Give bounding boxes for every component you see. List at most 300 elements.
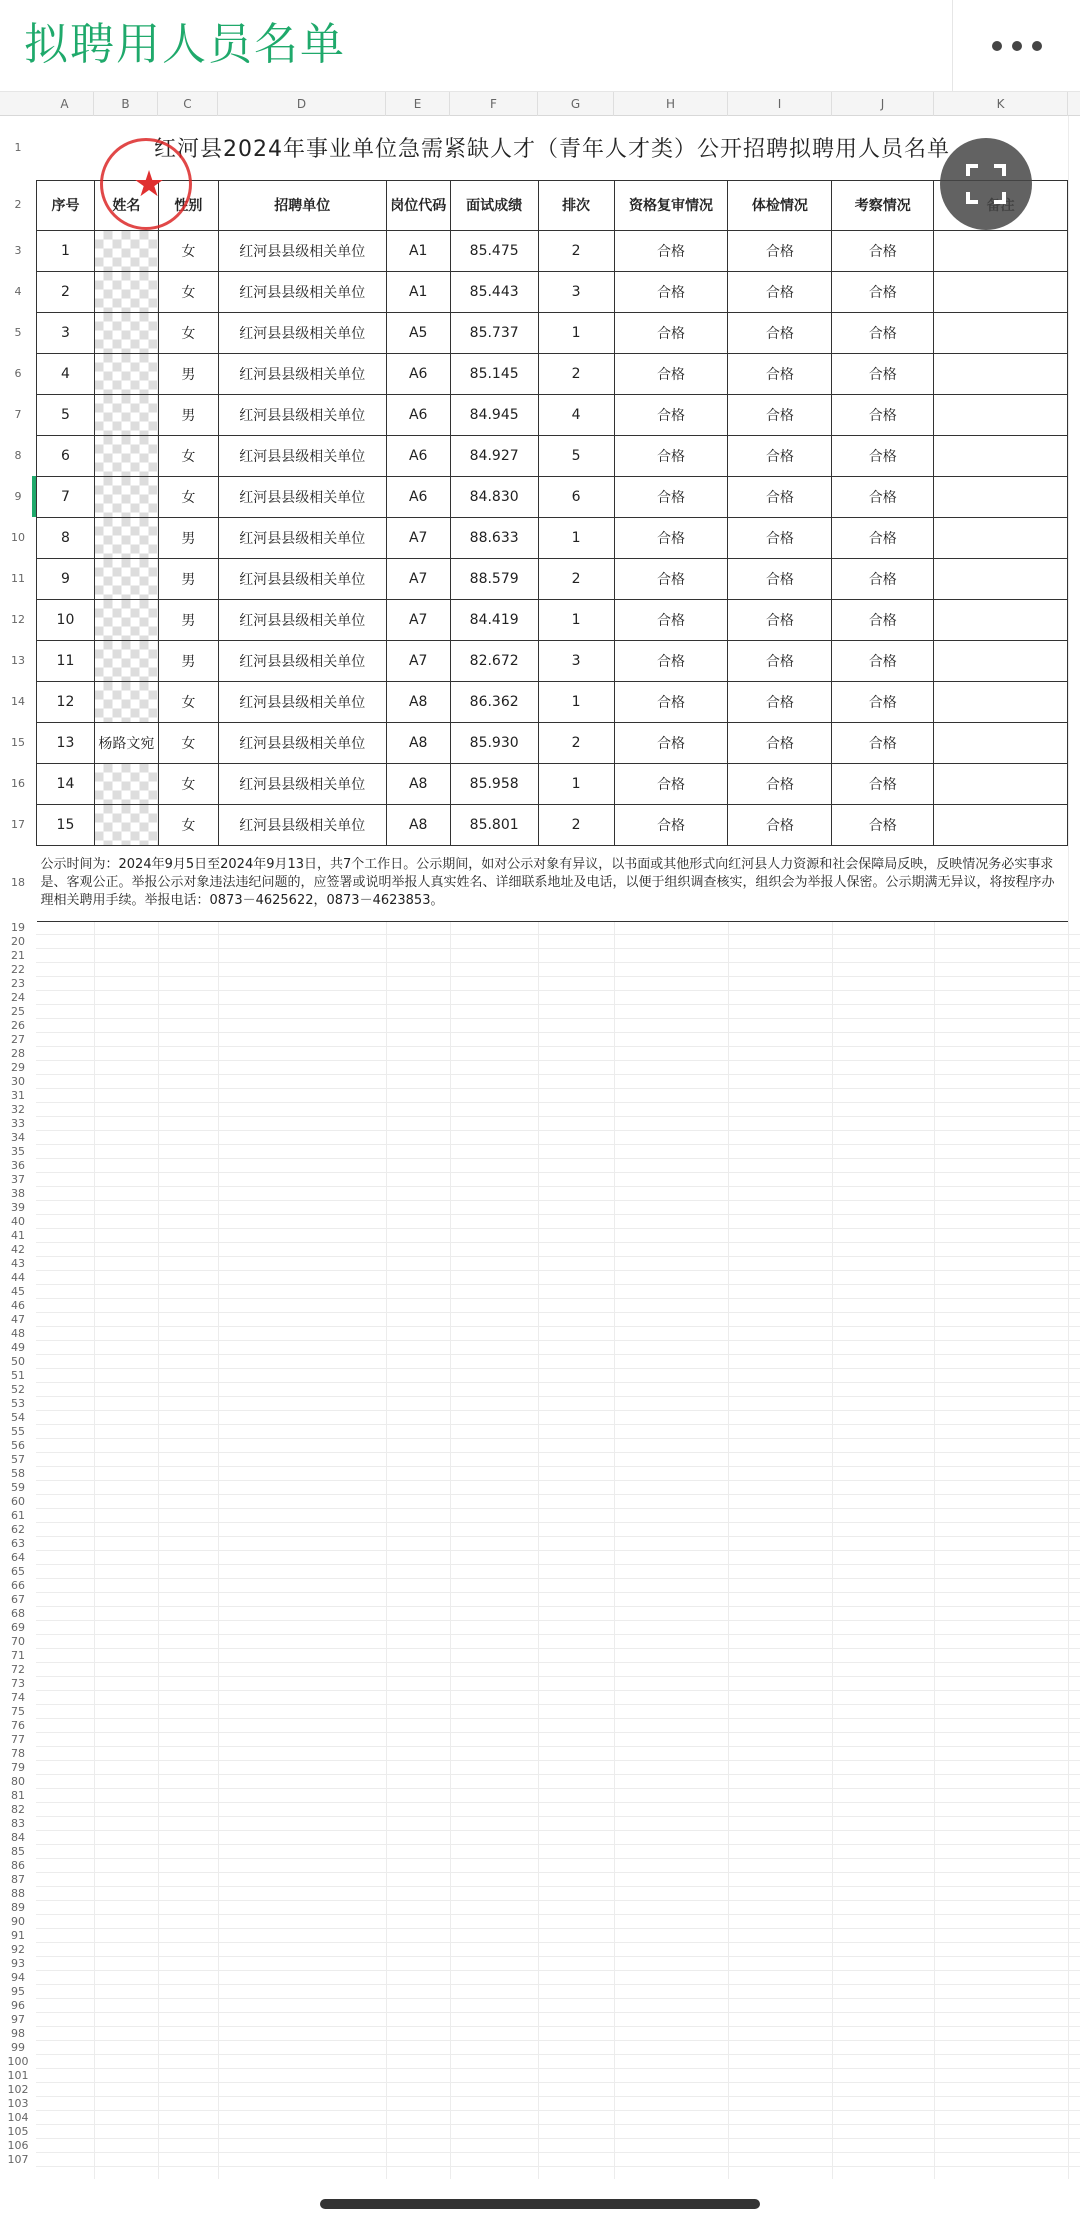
row-number[interactable]: 53 [11,1397,25,1410]
table-cell[interactable]: 红河县县级相关单位 [218,599,386,640]
row-number[interactable]: 70 [11,1635,25,1648]
table-cell[interactable]: 合格 [728,353,832,394]
table-cell[interactable] [934,435,1068,476]
column-header[interactable]: E [386,92,450,116]
table-cell[interactable]: 女 [158,722,218,763]
row-number[interactable]: 98 [11,2027,25,2040]
table-cell[interactable]: 合格 [832,435,934,476]
table-cell[interactable]: 女 [158,230,218,271]
row-number[interactable]: 82 [11,1803,25,1816]
table-cell[interactable]: 84.927 [450,435,538,476]
table-cell[interactable]: 合格 [614,558,728,599]
table-cell[interactable]: A7 [386,517,450,558]
table-cell[interactable]: 男 [158,640,218,681]
row-number[interactable]: 29 [11,1061,25,1074]
table-cell[interactable]: 红河县县级相关单位 [218,271,386,312]
row-number[interactable]: 26 [11,1019,25,1032]
table-cell[interactable]: 1 [37,230,95,271]
row-number[interactable]: 101 [7,2069,29,2082]
row-number[interactable]: 84 [11,1831,25,1844]
row-number[interactable]: 21 [11,949,25,962]
table-cell[interactable] [934,681,1068,722]
table-cell[interactable]: 1 [538,763,614,804]
column-header[interactable]: I [728,92,832,116]
table-cell[interactable]: 合格 [728,599,832,640]
row-number[interactable]: 61 [11,1509,25,1522]
table-cell[interactable]: 女 [158,681,218,722]
row-number[interactable]: 47 [11,1313,25,1326]
row-number[interactable]: 56 [11,1439,25,1452]
table-cell[interactable]: 合格 [728,271,832,312]
row-number[interactable]: 59 [11,1481,25,1494]
row-number[interactable]: 37 [11,1173,25,1186]
table-cell[interactable]: 合格 [832,640,934,681]
table-cell[interactable]: 5 [37,394,95,435]
table-cell[interactable]: 合格 [614,763,728,804]
header-cell[interactable]: 面试成绩 [450,180,538,230]
table-cell[interactable]: 3 [37,312,95,353]
row-number[interactable]: 62 [11,1523,25,1536]
table-cell[interactable]: 合格 [728,312,832,353]
table-cell[interactable] [934,804,1068,845]
row-number[interactable]: 105 [7,2125,29,2138]
table-cell[interactable]: 84.419 [450,599,538,640]
table-cell[interactable]: A6 [386,394,450,435]
row-number[interactable]: 12 [11,613,25,626]
table-cell[interactable]: 红河县县级相关单位 [218,476,386,517]
table-cell[interactable]: 女 [158,804,218,845]
row-number[interactable]: 99 [11,2041,25,2054]
row-number[interactable]: 27 [11,1033,25,1046]
header-cell[interactable]: 序号 [37,180,95,230]
table-cell[interactable]: 85.475 [450,230,538,271]
row-number[interactable]: 107 [7,2153,29,2166]
row-number[interactable]: 39 [11,1201,25,1214]
table-cell[interactable]: 女 [158,312,218,353]
row-number[interactable]: 79 [11,1761,25,1774]
row-number[interactable]: 85 [11,1845,25,1858]
table-cell[interactable]: 2 [37,271,95,312]
row-number[interactable]: 76 [11,1719,25,1732]
row-number[interactable]: 31 [11,1089,25,1102]
table-cell[interactable] [94,804,158,845]
table-cell[interactable]: 1 [538,599,614,640]
spreadsheet-view[interactable] [0,92,1080,2179]
table-cell[interactable]: 男 [158,599,218,640]
column-header[interactable]: H [614,92,728,116]
table-cell[interactable]: 合格 [614,476,728,517]
table-cell[interactable]: 3 [538,640,614,681]
row-number[interactable]: 24 [11,991,25,1004]
table-cell[interactable]: 合格 [614,230,728,271]
table-cell[interactable]: 合格 [832,353,934,394]
table-cell[interactable]: 红河县县级相关单位 [218,230,386,271]
row-number[interactable]: 52 [11,1383,25,1396]
row-number[interactable]: 2 [14,198,22,211]
table-cell[interactable]: 合格 [832,230,934,271]
row-number[interactable]: 68 [11,1607,25,1620]
table-cell[interactable]: 合格 [728,517,832,558]
row-number[interactable]: 15 [11,736,25,749]
row-number[interactable]: 5 [14,326,22,339]
table-cell[interactable] [934,476,1068,517]
table-cell[interactable]: 1 [538,681,614,722]
row-number[interactable]: 17 [11,818,25,831]
table-cell[interactable]: 82.672 [450,640,538,681]
table-cell[interactable]: 合格 [832,599,934,640]
table-cell[interactable]: 合格 [832,804,934,845]
row-number[interactable]: 11 [11,572,25,585]
row-number[interactable]: 83 [11,1817,25,1830]
table-cell[interactable]: 合格 [614,722,728,763]
table-cell[interactable]: 合格 [832,312,934,353]
table-cell[interactable]: 女 [158,763,218,804]
table-cell[interactable]: 合格 [614,640,728,681]
table-cell[interactable]: A8 [386,722,450,763]
row-number[interactable]: 51 [11,1369,25,1382]
table-cell[interactable]: 6 [538,476,614,517]
row-number[interactable]: 69 [11,1621,25,1634]
table-cell[interactable]: 红河县县级相关单位 [218,681,386,722]
header-cell[interactable]: 排次 [538,180,614,230]
row-number[interactable]: 104 [7,2111,29,2124]
column-header[interactable]: K [934,92,1068,116]
table-cell[interactable]: 合格 [832,763,934,804]
table-cell[interactable]: 合格 [728,558,832,599]
table-cell[interactable]: 9 [37,558,95,599]
table-cell[interactable]: 合格 [728,804,832,845]
table-cell[interactable]: 男 [158,558,218,599]
table-cell[interactable]: A5 [386,312,450,353]
row-number[interactable]: 64 [11,1551,25,1564]
table-cell[interactable]: A6 [386,435,450,476]
table-cell[interactable]: 女 [158,476,218,517]
row-number[interactable]: 22 [11,963,25,976]
row-number[interactable]: 48 [11,1327,25,1340]
table-cell[interactable]: 合格 [832,271,934,312]
table-cell[interactable]: 合格 [832,558,934,599]
row-number[interactable]: 94 [11,1971,25,1984]
table-cell[interactable]: 10 [37,599,95,640]
table-cell[interactable]: 88.579 [450,558,538,599]
row-number[interactable]: 28 [11,1047,25,1060]
table-cell[interactable]: 女 [158,271,218,312]
row-number[interactable]: 32 [11,1103,25,1116]
table-cell[interactable]: 红河县县级相关单位 [218,558,386,599]
more-options-button[interactable] [952,0,1080,92]
column-header[interactable]: G [538,92,614,116]
table-cell[interactable]: 合格 [832,722,934,763]
row-number[interactable]: 40 [11,1215,25,1228]
table-cell[interactable]: 男 [158,394,218,435]
table-cell[interactable]: 合格 [832,476,934,517]
table-cell[interactable]: 合格 [728,763,832,804]
table-cell[interactable] [934,517,1068,558]
row-number[interactable]: 65 [11,1565,25,1578]
table-cell[interactable]: 15 [37,804,95,845]
more-dot-icon [1032,41,1042,51]
table-cell[interactable]: 合格 [614,681,728,722]
table-cell[interactable] [94,353,158,394]
fullscreen-button[interactable] [940,138,1032,230]
row-number[interactable]: 106 [7,2139,29,2152]
row-number[interactable]: 54 [11,1411,25,1424]
header-cell[interactable]: 考察情况 [832,180,934,230]
header-cell[interactable]: 岗位代码 [386,180,450,230]
table-cell[interactable]: 85.930 [450,722,538,763]
row-number[interactable]: 49 [11,1341,25,1354]
table-cell[interactable] [934,763,1068,804]
table-cell[interactable]: 7 [37,476,95,517]
table-cell[interactable]: A7 [386,640,450,681]
row-number[interactable]: 78 [11,1747,25,1760]
row-number[interactable]: 80 [11,1775,25,1788]
table-cell[interactable]: 85.443 [450,271,538,312]
table-cell[interactable]: 合格 [614,312,728,353]
table-cell[interactable]: 1 [538,517,614,558]
row-number[interactable]: 42 [11,1243,25,1256]
table-cell[interactable]: 合格 [614,271,728,312]
table-cell[interactable]: 85.737 [450,312,538,353]
column-header[interactable]: B [94,92,158,116]
table-cell[interactable]: 13 [37,722,95,763]
table-cell[interactable] [934,271,1068,312]
row-number[interactable]: 103 [7,2097,29,2110]
row-number[interactable]: 77 [11,1733,25,1746]
table-cell[interactable]: 12 [37,681,95,722]
table-cell[interactable] [94,394,158,435]
row-number[interactable]: 36 [11,1159,25,1172]
table-cell[interactable]: 2 [538,353,614,394]
table-cell[interactable] [934,353,1068,394]
column-header[interactable]: C [158,92,218,116]
home-indicator[interactable] [320,2199,760,2209]
row-number[interactable]: 72 [11,1663,25,1676]
row-number[interactable]: 16 [11,777,25,790]
row-number[interactable]: 7 [14,408,22,421]
table-cell[interactable]: 合格 [728,476,832,517]
table-cell[interactable]: 合格 [614,517,728,558]
row-number[interactable]: 14 [11,695,25,708]
row-number[interactable]: 41 [11,1229,25,1242]
row-number[interactable]: 19 [11,921,25,934]
table-cell[interactable]: 合格 [728,681,832,722]
row-number[interactable]: 55 [11,1425,25,1438]
table-cell[interactable]: 84.830 [450,476,538,517]
table-cell[interactable]: 2 [538,804,614,845]
table-cell[interactable]: 8 [37,517,95,558]
row-number[interactable]: 1 [14,141,22,154]
table-cell[interactable]: 合格 [728,435,832,476]
table-cell[interactable]: 88.633 [450,517,538,558]
row-number[interactable]: 34 [11,1131,25,1144]
table-cell[interactable]: 红河县县级相关单位 [218,804,386,845]
row-number[interactable]: 18 [11,876,25,889]
table-cell[interactable]: 2 [538,230,614,271]
table-cell[interactable] [94,230,158,271]
table-cell[interactable] [934,599,1068,640]
table-cell[interactable]: 2 [538,722,614,763]
header-cell[interactable]: 体检情况 [728,180,832,230]
table-cell[interactable] [94,435,158,476]
table-cell[interactable]: 4 [37,353,95,394]
row-number[interactable]: 81 [11,1789,25,1802]
table-cell[interactable]: 合格 [832,681,934,722]
table-cell[interactable] [94,517,158,558]
row-number[interactable]: 23 [11,977,25,990]
table-cell[interactable] [94,640,158,681]
table-cell[interactable] [934,230,1068,271]
row-number[interactable]: 100 [7,2055,29,2068]
table-cell[interactable]: 合格 [614,599,728,640]
row-number[interactable]: 90 [11,1915,25,1928]
row-number[interactable]: 50 [11,1355,25,1368]
row-number[interactable]: 67 [11,1593,25,1606]
table-cell[interactable] [934,558,1068,599]
table-cell[interactable]: 85.958 [450,763,538,804]
table-cell[interactable]: 2 [538,558,614,599]
table-cell[interactable]: 红河县县级相关单位 [218,640,386,681]
table-cell[interactable]: 合格 [832,394,934,435]
row-number[interactable]: 97 [11,2013,25,2026]
table-cell[interactable]: 红河县县级相关单位 [218,763,386,804]
more-dot-icon [1012,41,1022,51]
header-cell[interactable]: 资格复审情况 [614,180,728,230]
table-cell[interactable]: 6 [37,435,95,476]
table-cell[interactable] [94,558,158,599]
row-number[interactable]: 73 [11,1677,25,1690]
table-cell[interactable]: 合格 [614,804,728,845]
row-number[interactable]: 38 [11,1187,25,1200]
header-cell[interactable]: 性别 [158,180,218,230]
table-cell[interactable]: 1 [538,312,614,353]
table-cell[interactable] [94,763,158,804]
row-number[interactable]: 71 [11,1649,25,1662]
table-cell[interactable] [94,271,158,312]
table-cell[interactable] [934,394,1068,435]
table-cell[interactable]: 11 [37,640,95,681]
column-header[interactable]: J [832,92,934,116]
row-number[interactable]: 25 [11,1005,25,1018]
table-cell[interactable]: 红河县县级相关单位 [218,517,386,558]
table-cell[interactable]: 合格 [728,230,832,271]
table-cell[interactable] [94,312,158,353]
notice-text[interactable]: 公示时间为：2024年9月5日至2024年9月13日，共7个工作日。公示期间，如对公示对象有异议，以书面或其他形式向红河县人力资源和社会保障局反映，反映情况务必实事求是、客观公正。举报公示对象违法违纪问题的，应签署或说明举报人真实姓名、详细联系地址及电话，以便于组织调查核实，组织会为举报人保密。公示期满无异议，将按程序办理相关聘用手续。举报电话：0873－4625622，0873－4623853。 [37,845,1068,921]
row-number[interactable]: 86 [11,1859,25,1872]
row-number[interactable]: 66 [11,1579,25,1592]
table-cell[interactable]: 杨路文宛 [94,722,158,763]
row-number[interactable]: 9 [14,490,22,503]
row-number[interactable]: 20 [11,935,25,948]
table-cell[interactable]: 红河县县级相关单位 [218,394,386,435]
row-number[interactable]: 88 [11,1887,25,1900]
row-number[interactable]: 43 [11,1257,25,1270]
column-header[interactable]: D [218,92,386,116]
table-cell[interactable] [94,476,158,517]
row-number[interactable]: 63 [11,1537,25,1550]
table-cell[interactable]: 3 [538,271,614,312]
table-cell[interactable]: A6 [386,476,450,517]
row-number[interactable]: 95 [11,1985,25,1998]
row-number[interactable]: 102 [7,2083,29,2096]
table-cell[interactable]: A7 [386,599,450,640]
row-number[interactable]: 60 [11,1495,25,1508]
table-cell[interactable]: 男 [158,517,218,558]
table-cell[interactable]: 5 [538,435,614,476]
table-cell[interactable]: A7 [386,558,450,599]
row-number[interactable]: 92 [11,1943,25,1956]
row-number[interactable]: 10 [11,531,25,544]
table-cell[interactable]: 合格 [614,435,728,476]
table-cell[interactable] [934,312,1068,353]
table-cell[interactable]: A1 [386,230,450,271]
row-number[interactable]: 58 [11,1467,25,1480]
row-number[interactable]: 33 [11,1117,25,1130]
table-cell[interactable]: 合格 [728,394,832,435]
row-number[interactable]: 89 [11,1901,25,1914]
table-cell[interactable]: A8 [386,763,450,804]
table-cell[interactable]: 红河县县级相关单位 [218,312,386,353]
table-cell[interactable]: 合格 [614,353,728,394]
row-number[interactable]: 4 [14,285,22,298]
table-cell[interactable]: 84.945 [450,394,538,435]
header-cell[interactable]: 招聘单位 [218,180,386,230]
row-number[interactable]: 13 [11,654,25,667]
column-header[interactable]: A [36,92,94,116]
table-cell[interactable]: 合格 [728,640,832,681]
table-cell[interactable]: 14 [37,763,95,804]
row-number[interactable]: 3 [14,244,22,257]
row-number[interactable]: 44 [11,1271,25,1284]
table-cell[interactable]: 86.362 [450,681,538,722]
row-number[interactable]: 46 [11,1299,25,1312]
row-number[interactable]: 45 [11,1285,25,1298]
table-cell[interactable]: A6 [386,353,450,394]
table-cell[interactable]: 男 [158,353,218,394]
row-number[interactable]: 91 [11,1929,25,1942]
table-cell[interactable]: 红河县县级相关单位 [218,353,386,394]
table-cell[interactable]: 女 [158,435,218,476]
row-number[interactable]: 96 [11,1999,25,2012]
table-cell[interactable]: 红河县县级相关单位 [218,435,386,476]
table-cell[interactable]: A1 [386,271,450,312]
row-number[interactable]: 93 [11,1957,25,1970]
row-number[interactable]: 6 [14,367,22,380]
table-cell[interactable] [934,722,1068,763]
row-number[interactable]: 75 [11,1705,25,1718]
table-cell[interactable]: 85.145 [450,353,538,394]
table-cell[interactable]: A8 [386,804,450,845]
table-cell[interactable]: 合格 [614,394,728,435]
table-cell[interactable]: 红河县县级相关单位 [218,722,386,763]
table-cell[interactable]: 4 [538,394,614,435]
row-number[interactable]: 8 [14,449,22,462]
table-cell[interactable]: 85.801 [450,804,538,845]
row-number[interactable]: 57 [11,1453,25,1466]
row-number[interactable]: 74 [11,1691,25,1704]
row-number[interactable]: 35 [11,1145,25,1158]
row-number[interactable]: 30 [11,1075,25,1088]
table-cell[interactable] [94,681,158,722]
table-cell[interactable]: 合格 [728,722,832,763]
table-cell[interactable] [934,640,1068,681]
table-cell[interactable]: 合格 [832,517,934,558]
row-number[interactable]: 87 [11,1873,25,1886]
table-cell[interactable] [94,599,158,640]
header-cell[interactable]: 姓名 [94,180,158,230]
column-header[interactable]: F [450,92,538,116]
table-cell[interactable]: A8 [386,681,450,722]
